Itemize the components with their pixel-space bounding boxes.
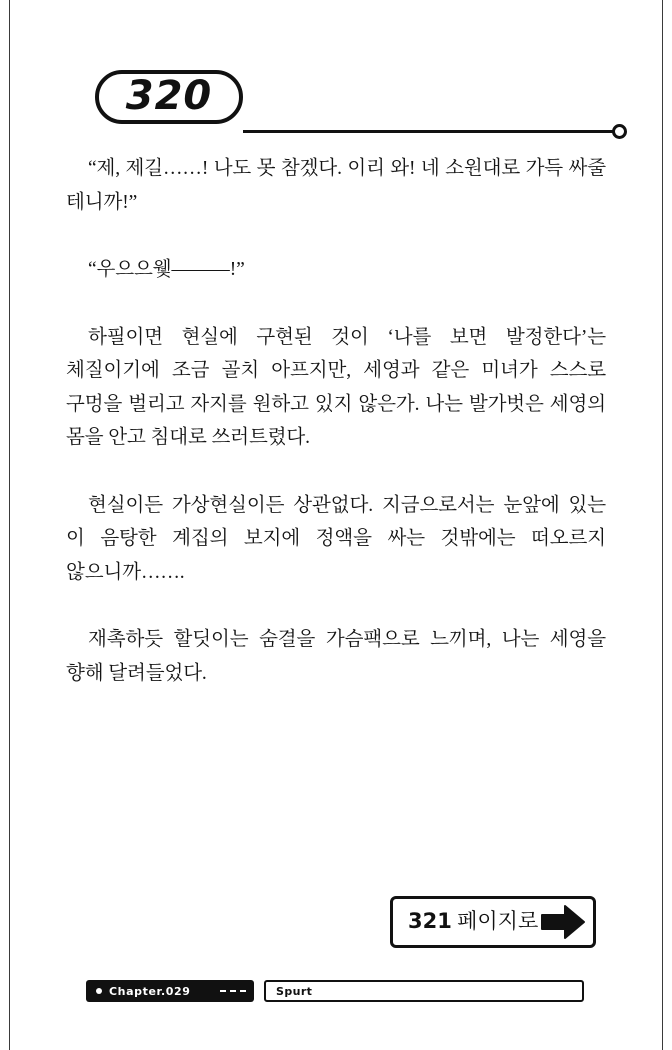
paragraph: 하필이면 현실에 구현된 것이 ‘나를 보면 발정한다’는 체질이기에 조금 골치 아프지만, 세영과 같은 미녀가 스스로 구멍을 벌리고 자지를 원하고 있지 않은가. 나는 발가벗은 세영의 몸을 안고 침대로 쓰러트렸다. <box>66 326 606 449</box>
section-tag-label: Spurt <box>276 984 313 998</box>
body-text <box>66 152 606 724</box>
chapter-tag-label: Chapter.029 <box>109 984 191 998</box>
next-page-text: 페이지로 <box>457 909 539 933</box>
section-tag <box>264 980 584 1002</box>
page-footer <box>0 980 672 1014</box>
chapter-tag <box>86 980 254 1002</box>
dashed-rule <box>220 990 246 992</box>
page-edge-left <box>0 0 10 1050</box>
page-header <box>0 70 672 140</box>
header-divider-line <box>243 130 614 133</box>
paragraph: 현실이든 가상현실이든 상관없다. 지금으로서는 눈앞에 있는 이 음탕한 계집의 보지에 정액을 싸는 것밖에는 떠오르지 않으니까……. <box>66 494 606 583</box>
arrow-right-icon <box>540 903 586 941</box>
next-page-number: 321 <box>408 909 452 933</box>
next-page-button[interactable] <box>390 896 596 948</box>
next-page-label-wrap <box>408 907 538 935</box>
paragraph: 재촉하듯 할딧이는 숨결을 가슴팩으로 느끼며, 나는 세영을 향해 달려들었다. <box>66 629 606 684</box>
paragraph: “제, 제길……! 나도 못 참겠다. 이리 와! 네 소원대로 가득 싸줄 테니까!” <box>66 158 606 213</box>
page-edge-right <box>662 0 672 1050</box>
page-number-text: 320 <box>125 73 213 119</box>
paragraph: “우으으웿———!” <box>88 259 245 281</box>
page-number-badge <box>95 70 243 124</box>
header-end-dot-icon <box>612 124 627 139</box>
bullet-dot-icon <box>96 988 102 994</box>
